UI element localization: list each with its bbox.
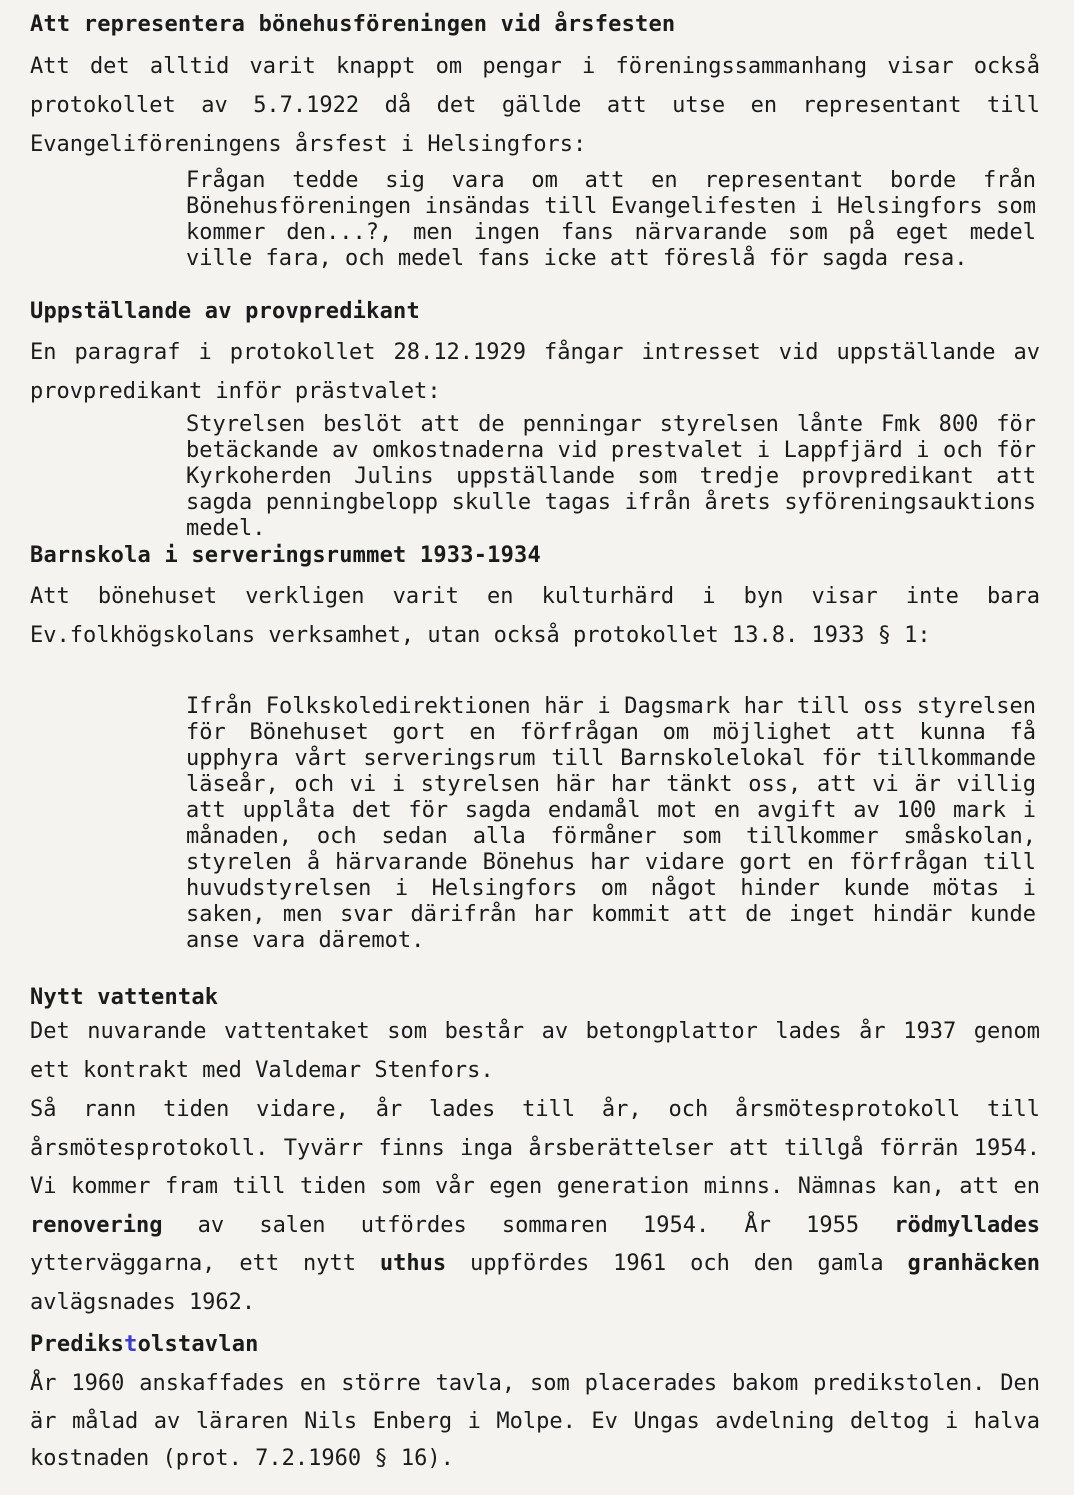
paragraph-text: Att det alltid varit knappt om pengar i föreningssammanhang visar också protokollet av 5.7.1922 då det gällde att utse en representant till Evangeliföreningens årsfest i Helsingfors: <box>30 54 1040 157</box>
quote-text: Styrelsen beslöt att de penningar styrelsen lånte Fmk 800 för betäckande av omkostnaderna vid prestvalet i Lappfjärd i och för Kyrkoherden Julins uppställande som tredje provpredikant att sagda penningbelopp skulle tagas ifrån årets syföreningsauktions medel. <box>186 412 1036 541</box>
section-paragraph <box>30 1091 1040 1322</box>
keyword-uthus: uthus <box>379 1251 447 1276</box>
quote-text: Ifrån Folkskoledirektionen här i Dagsmark har till oss styrelsen för Bönehuset gort en förfrågan om möjlighet att kunna få upphyra vårt serveringsrum till Barnskolelokal för tillkommande läseår, och vi i styrelsen här har tänkt oss, att vi är villig att upplåta det för sagda endamål mot en avgift av 100 mark i månaden, och sedan alla förmåner som tillkommer småskolan, styrelen å härvarande Bönehus har vidare gort en förfrågan till huvudstyrelsen i Helsingfors om något hinder kunde mötas i saken, men svar därifrån har kommit att de inget hindär kunde anse vara däremot. <box>186 694 1036 953</box>
keyword-renovering: renovering <box>30 1212 163 1238</box>
text-run: uppfördes 1961 och den gamla <box>446 1251 908 1276</box>
text-run: av salen utfördes sommaren 1954. År 1955 <box>162 1212 895 1238</box>
keyword-rodmyllades: rödmyllades <box>894 1212 1040 1238</box>
paragraph-text: År 1960 anskaffades en större tavla, som placerades bakom predikstolen. Den är målad av läraren Nils Enberg i Molpe. Ev Ungas avdelning deltog i halva kostnaden (prot. 7.2.1960 § 16). <box>30 1371 1040 1471</box>
text-run: avlägsnades 1962. <box>30 1289 256 1315</box>
handwritten-correction: t <box>124 1332 138 1357</box>
paragraph-text: En paragraf i protokollet 28.12.1929 fångar intresset vid uppställande av provpredikant inför prästvalet: <box>30 340 1040 404</box>
keyword-granhacken: granhäcken <box>907 1251 1040 1276</box>
quoted-protocol <box>186 412 1036 542</box>
quoted-protocol <box>186 694 1036 954</box>
text-run: ytterväggarna, ett nytt <box>30 1251 380 1276</box>
section-heading: Uppställande av provpredikant <box>30 299 420 324</box>
paragraph-text <box>30 1091 1040 1322</box>
paragraph-text: Att bönehuset verkligen varit en kulturhärd i byn visar inte bara Ev.folkhögskolans verksamhet, utan också protokollet 13.8. 1933 § 1: <box>30 584 1040 648</box>
heading-run: olstavlan <box>137 1332 259 1357</box>
paragraph-text: Det nuvarande vattentaket som består av betongplattor lades år 1937 genom ett kontrakt med Valdemar Stenfors. <box>30 1019 1040 1083</box>
section-paragraph <box>30 47 1040 164</box>
section-paragraph <box>30 1365 1040 1478</box>
section-heading <box>30 1332 259 1357</box>
quoted-protocol <box>186 168 1036 272</box>
section-heading: Att representera bönehusföreningen vid årsfesten <box>30 12 676 37</box>
section-heading: Barnskola i serveringsrummet 1933-1934 <box>30 543 541 568</box>
section-paragraph <box>30 333 1040 411</box>
text-run: Så rann tiden vidare, år lades till år, och årsmötesprotokoll till årsmötesprotokoll. Tyvärr finns inga årsberättelser att tillgå förrän 1954. Vi kommer fram till tiden som vår egen generation minns. Nämnas kan, att en <box>30 1097 1040 1199</box>
quote-text: Frågan tedde sig vara om att en representant borde från Bönehusföreningen insändas till Evangelifesten i Helsingfors som kommer den...?, men ingen fans närvarande som på eget medel ville fara, och medel fans icke att föreslå för sagda resa. <box>186 168 1036 271</box>
section-paragraph <box>30 1013 1040 1090</box>
section-paragraph <box>30 577 1040 655</box>
section-heading: Nytt vattentak <box>30 985 219 1010</box>
heading-run: Prediks <box>30 1332 125 1357</box>
